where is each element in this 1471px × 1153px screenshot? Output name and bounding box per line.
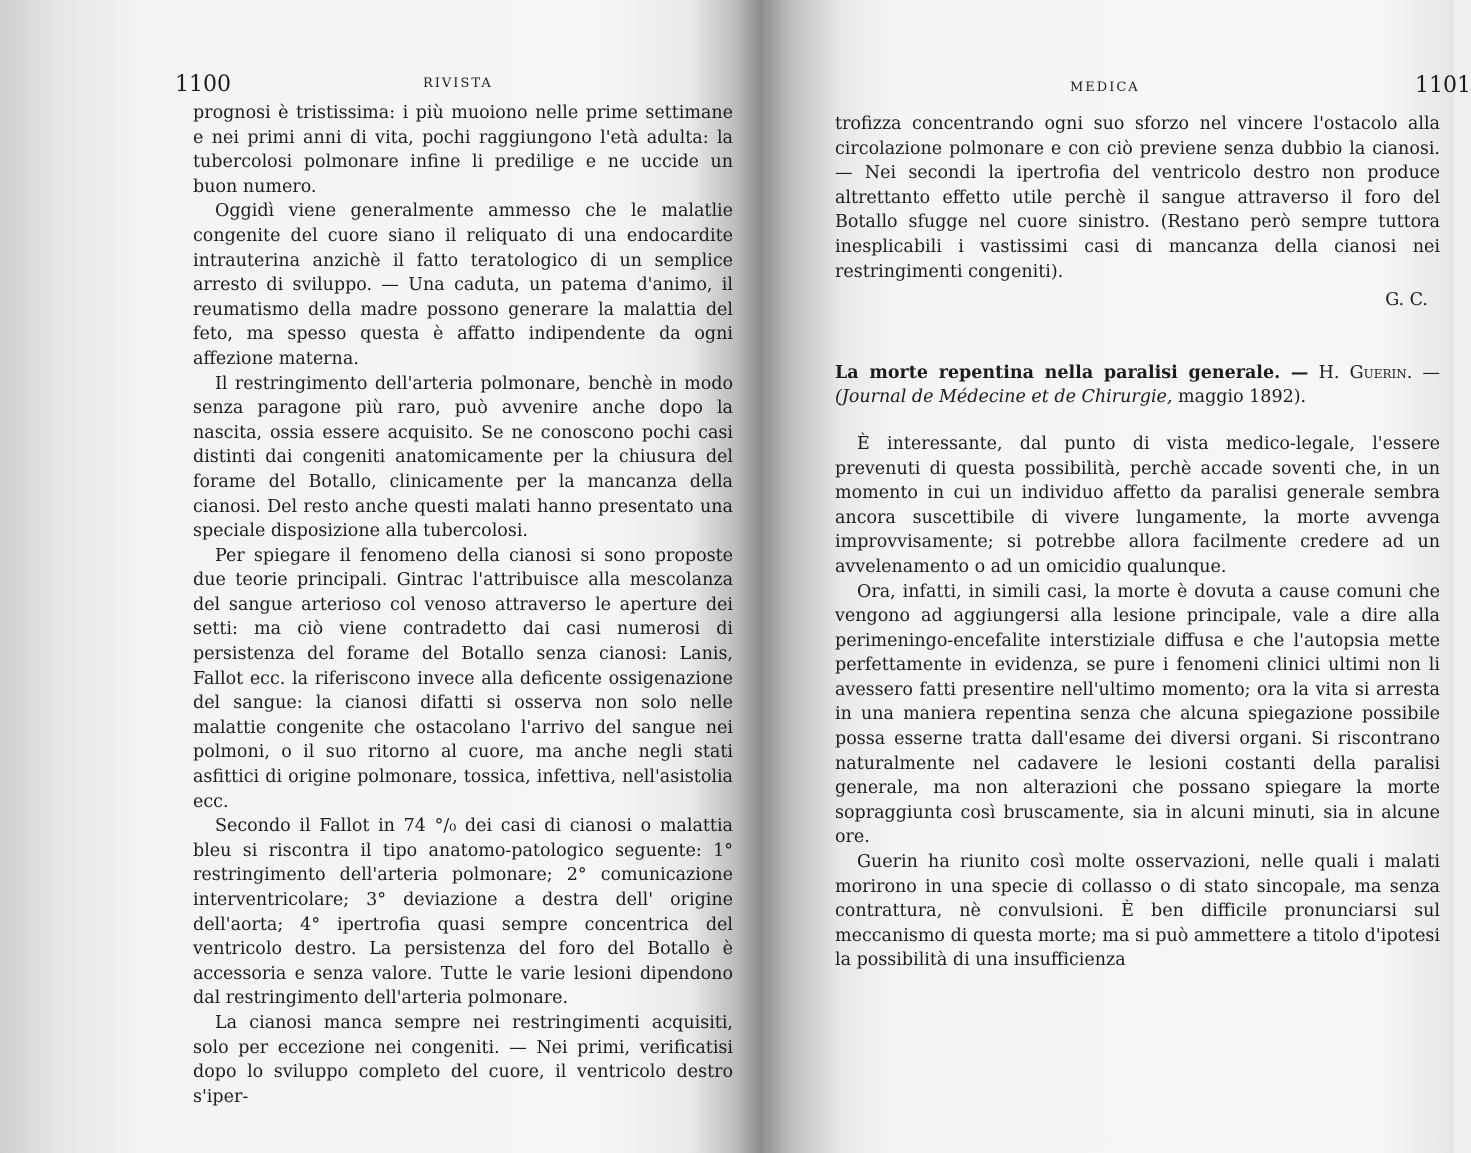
right-page-text [835, 112, 1440, 973]
paragraph: Per spiegare il fenomeno della cianosi si sono proposte due teorie principali. Gintrac l'attribuisce alla mescolanza del sangue arterioso col venoso attraverso le aperture dei setti: ma ciò viene contradetto dai casi numerosi di persistenza del forame del Botallo senza cianosi: Lanis, Fallot ecc. la riferiscono invece alla deficente ossigenazione del sangue: la cianosi difatti si osserva non solo nelle malattie congenite che ostacolano l'arrivo del sangue nei polmoni, o il suo ritorno al cuore, ma anche negli stati asfittici di origine polmonare, tossica, infettiva, nell'asistolia ecc. [193, 545, 733, 812]
page-number-right: 1101 [1415, 73, 1471, 98]
paragraph: Oggidì viene generalmente ammesso che le malatlie congenite del cuore siano il reliquato di una endocardite intrauterina anzichè il fatto teratologico di un semplice arresto di sviluppo. — Una caduta, un patema d'animo, il reumatismo della madre possono generare la malattia del feto, ma spesso questa è affatto indipendente da ogni affezione materna. [193, 201, 733, 369]
article-dash: — [1412, 362, 1440, 383]
left-page-text [193, 101, 733, 1109]
paragraph: È interessante, dal punto di vista medico-legale, l'essere prevenuti di questa possibilità, perchè accade soventi che, in un momento in cui un individuo affetto da paralisi generale sembra ancora suscettibile di vivere lungamente, la morte avvenga improvvisamente; si potrebbe allora facilmente credere ad un avvelenamento o ad un omicidio qualunque. [835, 433, 1440, 577]
article-heading [835, 361, 1440, 410]
paragraph: Secondo il Fallot in 74 °/₀ dei casi di cianosi o malattia bleu si riscontra il tipo anatomo-patologico seguente: 1° restringimento dell'arteria polmonare; 2° comunicazione interventricolare; 3° deviazione a destra dell' origine dell'aorta; 4° ipertrofia quasi sempre concentrica del ventricolo destro. La persistenza del foro del Botallo è accessoria e senza valore. Tutte le varie lesioni dipendono dal restringimento dell'arteria polmonare. [193, 816, 733, 1009]
article-journal: (Journal de Médecine et de Chirurgie, [835, 387, 1173, 408]
article-title: La morte repentina nella paralisi generale. — [835, 362, 1309, 383]
continuation-paragraph: trofizza concentrando ogni suo sforzo nel vincere l'ostacolo alla circolazione polmonare e con ciò previene senza dubbio la cianosi. — Nei secondi la ipertrofia del ventricolo destro non produce altrettanto effetto utile perchè il sangue attraverso il foro del Botallo sfugge nel cuore sinistro. (Restano però sempre tuttora inesplicabili i vastissimi casi di mancanza della cianosi nei restringimenti congeniti). [835, 114, 1440, 282]
article-date: maggio 1892). [1172, 387, 1307, 408]
signature: G. C. [1385, 290, 1428, 311]
page-number-left: 1100 [175, 72, 231, 97]
paragraph: prognosi è tristissima: i più muoiono nelle prime settimane e nei primi anni di vita, pochi raggiungono l'età adulta: la tubercolosi polmonare infine li predilige e ne uccide un buon numero. [193, 103, 733, 197]
running-head-left: RIVISTA [423, 76, 493, 91]
paragraph: Il restringimento dell'arteria polmonare, benchè in modo senza paragone più raro, può avvenire anche dopo la nascita, ossia essere acquisito. Se ne conoscono pochi casi distinti dai congeniti anatomicamente per la chiusura del forame del Botallo, clinicamente per la mancanza della cianosi. Del resto anche questi malati hanno presentato una speciale disposizione alla tubercolosi. [193, 373, 733, 542]
right-page [800, 0, 1471, 1153]
paragraph: La cianosi manca sempre nei restringimenti acquisiti, solo per eccezione nei congeniti. — Nei primi, verificatisi dopo lo sviluppo completo del cuore, il ventricolo destro s'iper- [193, 1012, 733, 1107]
article-author: H. Guerin. [1318, 362, 1413, 383]
paragraph: Ora, infatti, in simili casi, la morte è dovuta a cause comuni che vengono ad aggiungersi alla lesione principale, vale a dire alla perimeningo-encefalite interstiziale diffusa e che l'autopsia mette perfettamente in evidenza, se pure i fenomeni clinici ultimi non li avessero fatti presentire nell'ultimo momento; ora la vita si arresta in una maniera repentina senza che alcuna spiegazione possibile possa esserne tratta dall'esame dei diversi organi. Si riscontrano naturalmente nel cadavere le lesioni costanti della paralisi generale, ma non alterazioni che possano spiegare la morte sopraggiunta così bruscamente, sia in alcuni minuti, sia in alcune ore. [835, 581, 1440, 848]
paragraph: Guerin ha riunito così molte osservazioni, nelle quali i malati morirono in una specie di collasso o di stato sincopale, ma senza contrattura, nè convulsioni. È ben difficile pronunciarsi sul meccanismo di questa morte; ma si può ammettere a titolo d'ipotesi la possibilità di una insufficienza [835, 852, 1440, 971]
running-head-right: MEDICA [1070, 80, 1140, 95]
